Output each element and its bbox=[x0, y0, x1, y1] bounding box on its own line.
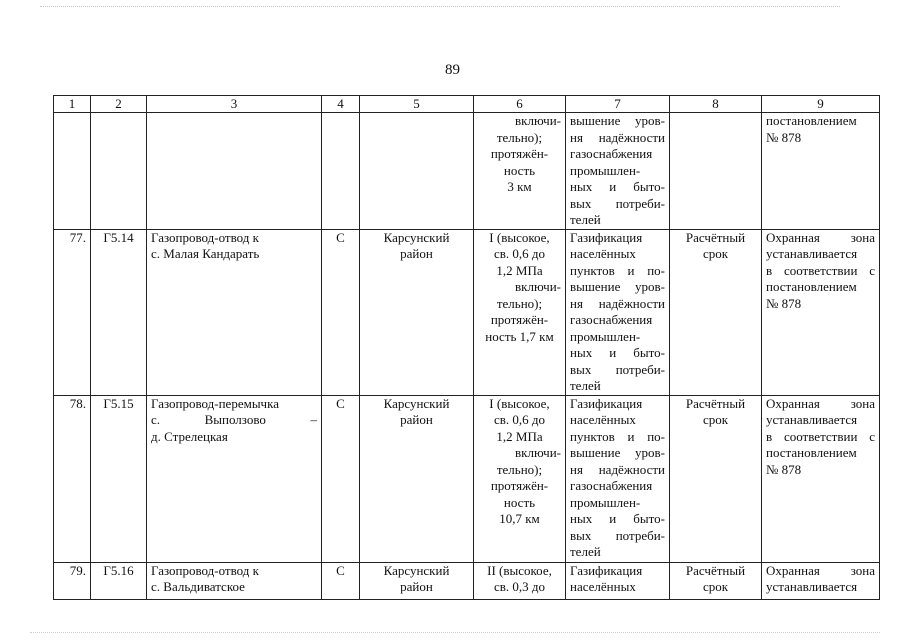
cell-number: 77. bbox=[54, 229, 91, 395]
cell-purpose: вышение уров- ня надёжности газоснабжения промышлен- ных и быто- вых потреби- телей bbox=[566, 113, 670, 230]
cell-params: I (высокое, св. 0,6 до 1,2 МПа включи- тельно); протяжён- ность 1,7 км bbox=[474, 229, 566, 395]
cell-params: II (высокое, св. 0,3 до bbox=[474, 562, 566, 599]
table-row bbox=[54, 229, 880, 395]
cell-location: Карсунский район bbox=[360, 229, 474, 395]
cell-code: Г5.16 bbox=[91, 562, 147, 599]
col-header-9: 9 bbox=[762, 96, 880, 113]
cell-status: С bbox=[322, 229, 360, 395]
cell-zone: Охранная зона устанавливается в соответствии с постановлением № 878 bbox=[762, 229, 880, 395]
cell-zone: Охранная зона устанавливается в соответствии с постановлением № 878 bbox=[762, 395, 880, 562]
col-header-1: 1 bbox=[54, 96, 91, 113]
cell-zone: Охранная зона устанавливается bbox=[762, 562, 880, 599]
cell-zone: постановлением № 878 bbox=[762, 113, 880, 230]
cell-location: Карсунский район bbox=[360, 562, 474, 599]
cell-term: Расчётный срок bbox=[670, 562, 762, 599]
cell-status: С bbox=[322, 395, 360, 562]
cell-number: 78. bbox=[54, 395, 91, 562]
cell-code: Г5.15 bbox=[91, 395, 147, 562]
cell-params: включи- тельно); протяжён- ность 3 км bbox=[474, 113, 566, 230]
col-header-6: 6 bbox=[474, 96, 566, 113]
cell-term: Расчётный срок bbox=[670, 395, 762, 562]
col-header-3: 3 bbox=[147, 96, 322, 113]
cell-code: Г5.14 bbox=[91, 229, 147, 395]
header-row bbox=[54, 96, 880, 113]
scan-edge-bottom bbox=[30, 632, 880, 633]
cell-name: Газопровод-отвод к с. Малая Кандарать bbox=[147, 229, 322, 395]
scan-edge-top bbox=[40, 6, 840, 7]
cell-purpose: Газификация населённых пунктов и по- вышение уров- ня надёжности газоснабжения промышлен- ных и быто- вых потреби- телей bbox=[566, 395, 670, 562]
cell-purpose: Газификация населённых пунктов и по- вышение уров- ня надёжности газоснабжения промышлен- ных и быто- вых потреби- телей bbox=[566, 229, 670, 395]
col-header-4: 4 bbox=[322, 96, 360, 113]
table-row bbox=[54, 562, 880, 599]
cell-number: 79. bbox=[54, 562, 91, 599]
cell-name: Газопровод-отвод к с. Вальдиватское bbox=[147, 562, 322, 599]
page-number: 89 bbox=[445, 62, 460, 78]
table-row-continuation bbox=[54, 113, 880, 230]
col-header-8: 8 bbox=[670, 96, 762, 113]
col-header-2: 2 bbox=[91, 96, 147, 113]
register-table bbox=[53, 95, 880, 600]
cell-name: Газопровод-перемычка с. Выползово – д. Стрелецкая bbox=[147, 395, 322, 562]
cell-term: Расчётный срок bbox=[670, 229, 762, 395]
cell-params: I (высокое, св. 0,6 до 1,2 МПа включи- тельно); протяжён- ность 10,7 км bbox=[474, 395, 566, 562]
col-header-5: 5 bbox=[360, 96, 474, 113]
cell-status: С bbox=[322, 562, 360, 599]
cell-purpose: Газификация населённых bbox=[566, 562, 670, 599]
cell-location: Карсунский район bbox=[360, 395, 474, 562]
table-row bbox=[54, 395, 880, 562]
col-header-7: 7 bbox=[566, 96, 670, 113]
